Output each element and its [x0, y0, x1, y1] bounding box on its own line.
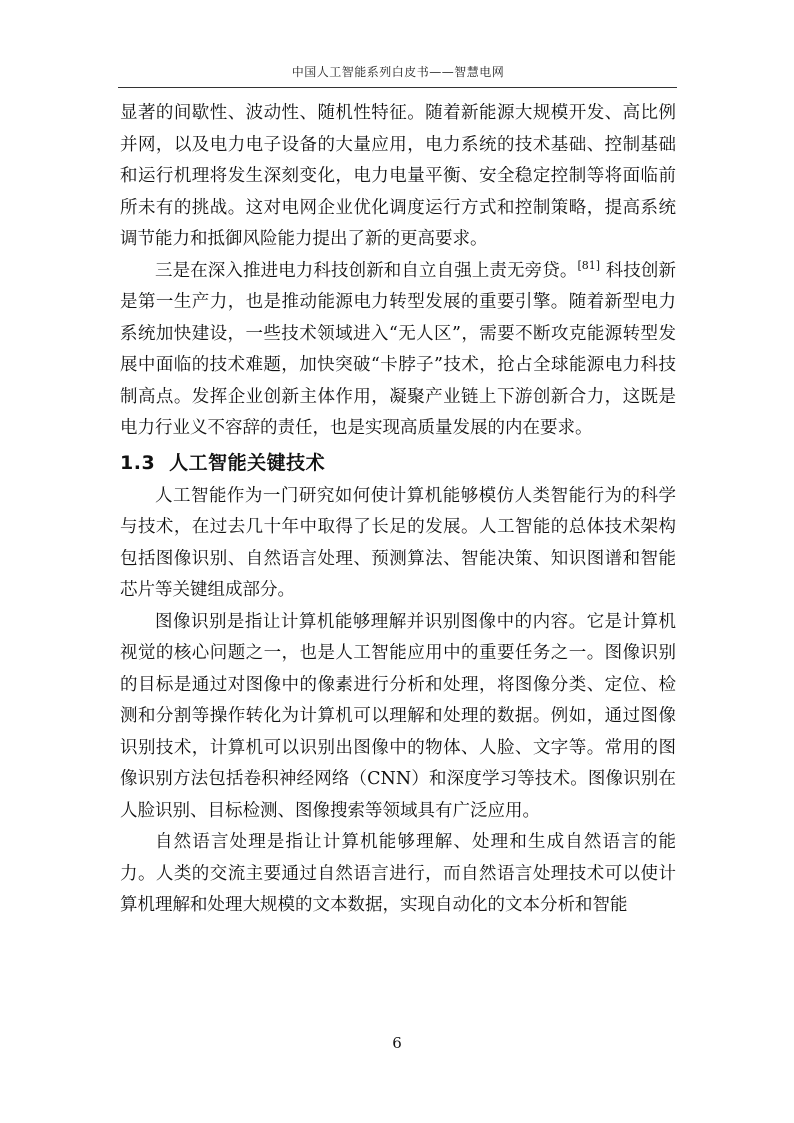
paragraph-continuation: 显著的间歇性、波动性、随机性特征。随着新能源大规模开发、高比例并网，以及电力电子设备的大量应用，电力系统的技术基础、控制基础和运行机理将发生深刻变化，电力电量平衡、安全稳定控制等将面临前所未有的挑战。这对电网企业优化调度运行方式和控制策略，提高系统调节能力和抵御风险能力提出了新的更高要求。 — [120, 103, 676, 249]
paragraph-innovation — [120, 256, 676, 445]
paragraph-ai-overview: 人工智能作为一门研究如何使计算机能够模仿人类智能行为的科学与技术，在过去几十年中取得了长足的发展。人工智能的总体技术架构包括图像识别、自然语言处理、预测算法、智能决策、知识图谱和智能芯片等关键组成部分。 — [120, 485, 676, 600]
paragraph-image-recognition: 图像识别是指让计算机能够理解并识别图像中的内容。它是计算机视觉的核心问题之一，也是人工智能应用中的重要任务之一。图像识别的目标是通过对图像中的像素进行分析和处理，将图像分类、定位、检测和分割等操作转化为计算机可以理解和处理的数据。例如，通过图像识别技术，计算机可以识别出图像中的物体、人脸、文字等。常用的图像识别方法包括卷积神经网络（CNN）和深度学习等技术。图像识别在人脸识别、目标检测、图像搜索等领域具有广泛应用。 — [120, 611, 676, 821]
header-rule — [118, 87, 677, 88]
running-header: 中国人工智能系列白皮书——智慧电网 — [291, 65, 505, 79]
paragraph-innovation-lead: 三是在深入推进电力科技创新和自立自强上责无旁贷。 — [155, 260, 578, 281]
section-number: 1.3 — [120, 451, 156, 474]
body-text — [120, 98, 676, 922]
citation-ref[interactable]: [81] — [577, 258, 601, 272]
paragraph-nlp: 自然语言处理是指让计算机能够理解、处理和生成自然语言的能力。人类的交流主要通过自然语言进行，而自然语言处理技术可以使计算机理解和处理大规模的文本数据，实现自动化的文本分析和智能 — [120, 832, 676, 915]
paragraph-innovation-body: 科技创新是第一生产力，也是推动能源电力转型发展的重要引擎。随着新型电力系统加快建设，一些技术领域进入“无人区”，需要不断攻克能源转型发展中面临的技术难题，加快突破“卡脖子”技术，抢占全球能源电力科技制高点。发挥企业创新主体作用，凝聚产业链上下游创新合力，这既是电力行业义不容辞的责任，也是实现高质量发展的内在要求。 — [120, 260, 677, 438]
section-heading — [120, 445, 676, 481]
section-title: 人工智能关键技术 — [169, 451, 326, 474]
page-number: 6 — [392, 1034, 402, 1052]
